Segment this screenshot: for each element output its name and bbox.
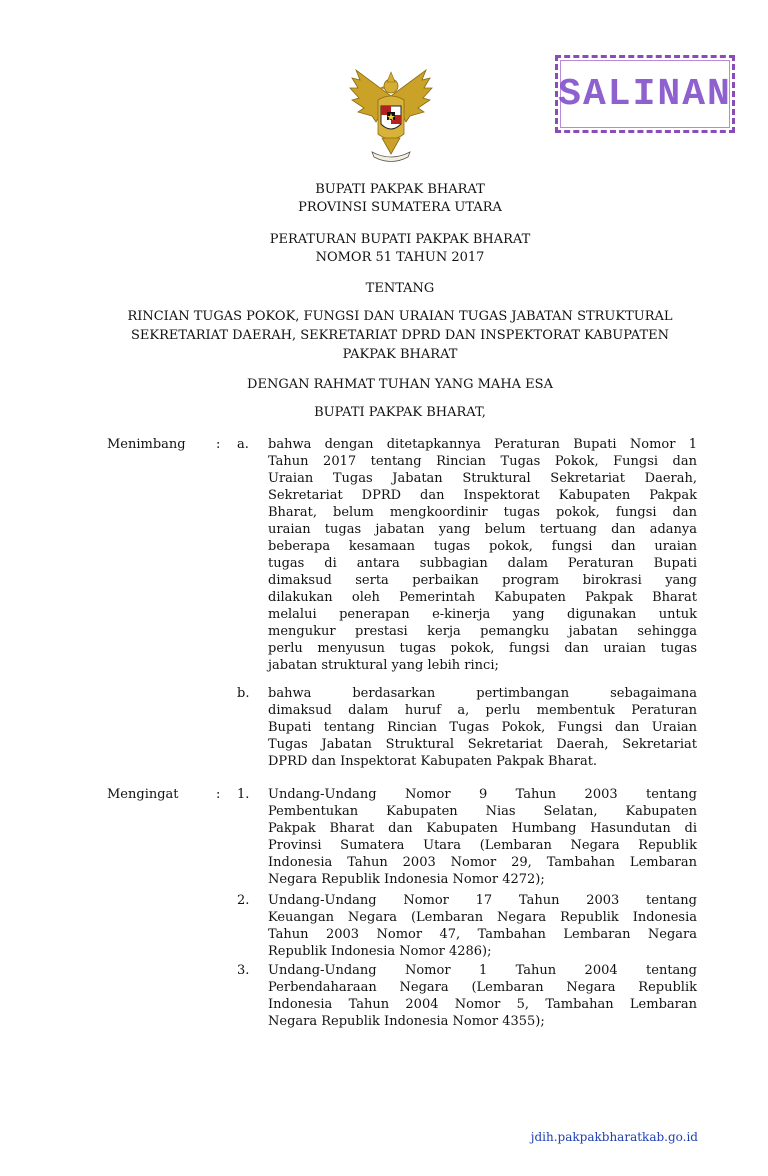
text-line: Tahun 2017 tentang Rincian Tugas Pokok, Fungsi dan [268, 454, 697, 469]
mengingat-colon: : [216, 787, 221, 802]
issuer-line-1: BUPATI PAKPAK BHARAT [315, 182, 485, 197]
authority-line: BUPATI PAKPAK BHARAT, [314, 405, 486, 420]
item-number: 3. [237, 963, 250, 978]
text-line: Tugas Jabatan Struktural Sekretariat Daerah, Sekretariat [268, 737, 697, 752]
text-line: Bharat, belum mengkoordinir tugas pokok, fungsi dan [268, 505, 697, 520]
text-line: Bupati tentang Rincian Tugas Pokok, Fungsi dan Uraian [268, 720, 697, 735]
text-line: melalui penerapan e-kinerja yang digunakan untuk [268, 607, 697, 622]
text-line: Negara Republik Indonesia Nomor 4355); [268, 1014, 545, 1029]
item-text [268, 892, 697, 960]
menimbang-item-b [237, 685, 697, 770]
text-line: Indonesia Tahun 2003 Nomor 29, Tambahan Lembaran [268, 855, 697, 870]
regulation-title: PERATURAN BUPATI PAKPAK BHARAT [269, 232, 531, 247]
menimbang-item-a [237, 436, 697, 674]
text-line: Keuangan Negara (Lembaran Negara Republik Indonesia [268, 910, 697, 925]
item-number: 2. [237, 893, 250, 908]
text-line: beberapa kesamaan tugas pokok, fungsi dan uraian [268, 539, 697, 554]
blessing-line: DENGAN RAHMAT TUHAN YANG MAHA ESA [247, 377, 553, 392]
text-line: dimaksud serta perbaikan program birokrasi yang [268, 573, 697, 588]
text-line: Undang-Undang Nomor 17 Tahun 2003 tentang [268, 893, 697, 908]
item-text [268, 962, 697, 1030]
text-line: Pembentukan Kabupaten Nias Selatan, Kabupaten [268, 804, 697, 819]
text-line: bahwa dengan ditetapkannya Peraturan Bupati Nomor 1 [268, 437, 697, 452]
stamp-text: SALINAN [558, 72, 732, 116]
text-line: Provinsi Sumatera Utara (Lembaran Negara Republik [268, 838, 697, 853]
text-line: Undang-Undang Nomor 1 Tahun 2004 tentang [268, 963, 697, 978]
issuer-line-2: PROVINSI SUMATERA UTARA [298, 200, 502, 215]
text-line: Pakpak Bharat dan Kabupaten Humbang Hasundutan di [268, 821, 697, 836]
about-heading: TENTANG [365, 281, 435, 296]
subject-line-3: PAKPAK BHARAT [342, 347, 458, 362]
text-line: mengukur prestasi kerja pemangku jabatan sehingga [268, 624, 697, 639]
text-line: dimaksud dalam huruf a, perlu membentuk Peraturan [268, 703, 697, 718]
text-line: Uraian Tugas Jabatan Struktural Sekretariat Daerah, [268, 471, 697, 486]
mengingat-item-1 [237, 786, 697, 888]
menimbang-colon: : [216, 437, 221, 452]
item-number: b. [237, 686, 250, 701]
text-line: Sekretariat DPRD dan Inspektorat Kabupaten Pakpak [268, 488, 697, 503]
text-line: bahwa berdasarkan pertimbangan sebagaimana [268, 686, 697, 701]
text-line: dilakukan oleh Pemerintah Kabupaten Pakpak Bharat [268, 590, 697, 605]
text-line: DPRD dan Inspektorat Kabupaten Pakpak Bharat. [268, 754, 598, 769]
item-text [268, 436, 697, 674]
mengingat-item-3 [237, 962, 697, 1030]
text-line: Perbendaharaan Negara (Lembaran Negara Republik [268, 980, 697, 995]
subject-line-2: SEKRETARIAT DAERAH, SEKRETARIAT DPRD DAN INSPEKTORAT KABUPATEN [131, 328, 669, 343]
salinan-stamp [555, 55, 735, 133]
text-line: Indonesia Tahun 2004 Nomor 5, Tambahan Lembaran [268, 997, 697, 1012]
text-line: Tahun 2003 Nomor 47, Tambahan Lembaran Negara [268, 927, 697, 942]
footer-url: jdih.pakpakbharatkab.go.id [530, 1130, 698, 1144]
regulation-number: NOMOR 51 TAHUN 2017 [315, 250, 485, 265]
text-line: Undang-Undang Nomor 9 Tahun 2003 tentang [268, 787, 697, 802]
menimbang-label: Menimbang [107, 437, 186, 452]
subject-line-1: RINCIAN TUGAS POKOK, FUNGSI DAN URAIAN TUGAS JABATAN STRUKTURAL [127, 309, 673, 324]
mengingat-label: Mengingat [107, 787, 179, 802]
text-line: jabatan struktural yang lebih rinci; [268, 658, 499, 673]
text-line: uraian tugas jabatan yang belum tertuang dan adanya [268, 522, 697, 537]
item-text [268, 685, 697, 770]
text-line: tugas di antara subbagian dalam Peraturan Bupati [268, 556, 697, 571]
item-number: a. [237, 437, 249, 452]
text-line: Republik Indonesia Nomor 4286); [268, 944, 492, 959]
text-line: perlu menyusun tugas pokok, fungsi dan uraian tugas [268, 641, 697, 656]
item-text [268, 786, 697, 888]
garuda-emblem-icon [346, 62, 436, 164]
mengingat-item-2 [237, 892, 697, 960]
item-number: 1. [237, 787, 250, 802]
text-line: Negara Republik Indonesia Nomor 4272); [268, 872, 545, 887]
